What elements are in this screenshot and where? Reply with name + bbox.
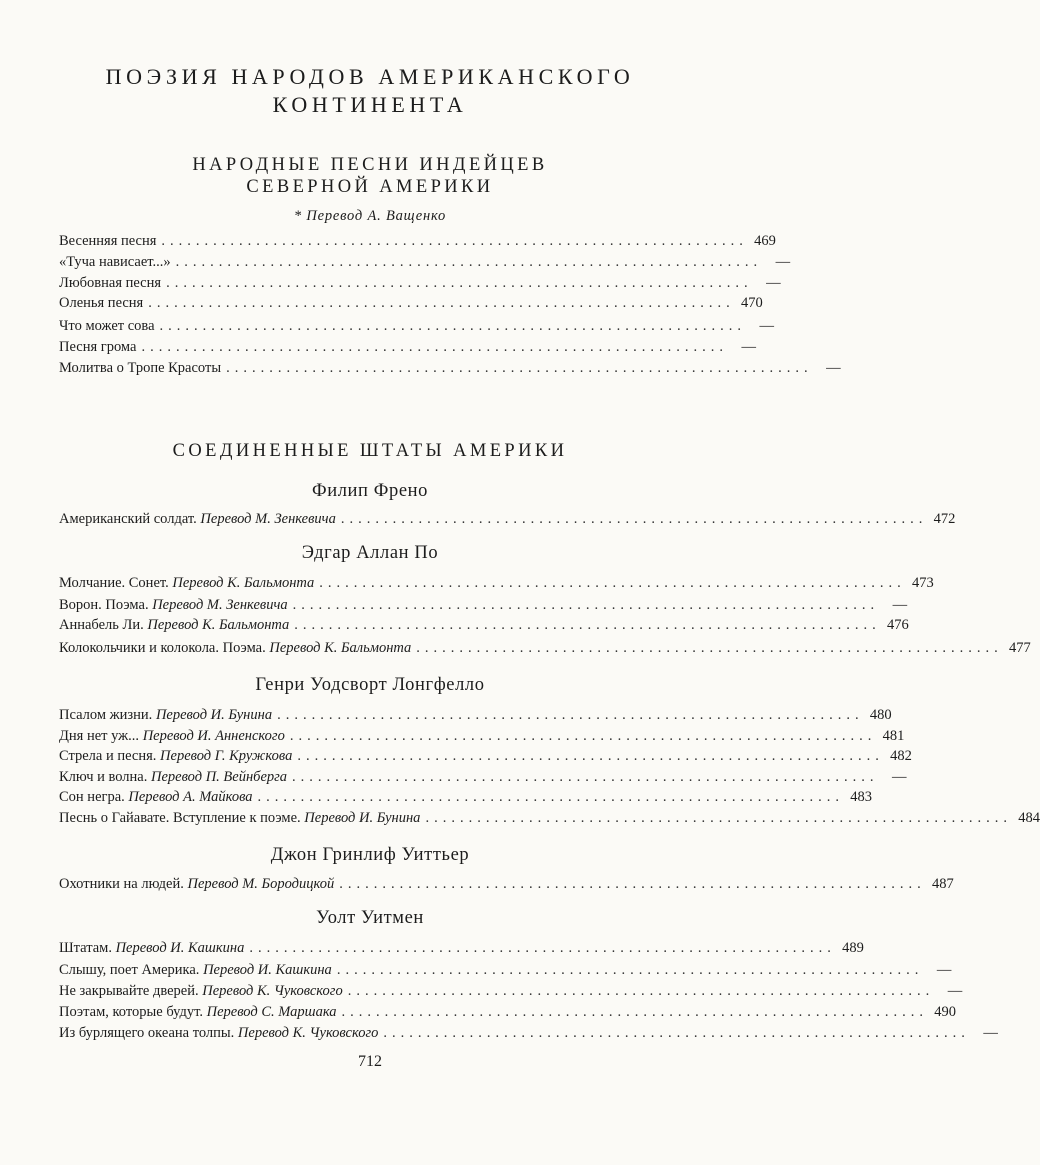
page-number: — [741, 339, 756, 355]
dot-leader: .................................................................... [141, 339, 728, 355]
entry-translation: Перевод М. Бородицкой [187, 876, 335, 892]
section1-title-line2: СЕВЕРНОЙ АМЕРИКИ [246, 177, 494, 197]
author-name: Генри Уодсворт Лонгфелло [255, 675, 485, 695]
entry-title: Молитва о Тропе Красоты [59, 360, 222, 376]
author-name: Филип Френо [311, 481, 428, 501]
page-number: — [892, 597, 908, 613]
dot-leader: .................................................................... [340, 511, 928, 527]
dot-leader: .................................................................... [148, 295, 735, 311]
entry-translation: Перевод М. Зенкевича [152, 597, 288, 613]
entry-translation: Перевод И. Кашкина [203, 962, 332, 978]
entry-translation: Перевод К. Бальмонта [269, 640, 412, 656]
toc-entry[interactable] [59, 272, 781, 292]
toc-entry[interactable] [59, 786, 873, 806]
toc-entry[interactable] [59, 766, 907, 786]
entry-translation: Перевод А. Майкова [128, 789, 253, 805]
dot-leader: .................................................................... [166, 275, 753, 291]
toc-entry[interactable] [59, 357, 841, 377]
entry-translation: Перевод М. Зенкевича [200, 511, 336, 527]
toc-entry[interactable] [59, 572, 934, 592]
page-number: 481 [882, 728, 905, 744]
toc-entry[interactable] [59, 745, 912, 765]
dot-leader: .................................................................... [257, 789, 845, 805]
entry-title: Американский солдат. Перевод М. Зенкевича [59, 511, 336, 527]
toc-entry[interactable] [59, 1001, 956, 1021]
entry-title: Весенняя песня [59, 233, 157, 249]
page-number: — [766, 275, 781, 291]
entry-title: Охотники на людей. Перевод М. Бородицкой [59, 876, 335, 892]
author-name: Уолт Уитмен [316, 908, 424, 928]
toc-entry[interactable] [59, 637, 1031, 657]
toc-entry[interactable] [59, 807, 1040, 827]
toc-entry[interactable] [59, 959, 952, 979]
entry-translation: Перевод С. Маршака [206, 1004, 337, 1020]
entry-title: Слышу, поет Америка. Перевод И. Кашкина [59, 962, 332, 978]
page-number: 469 [754, 233, 776, 249]
page-number: — [892, 769, 907, 785]
dot-leader: .................................................................... [297, 748, 884, 764]
page-number: 487 [931, 876, 954, 892]
section1-title-line1: НАРОДНЫЕ ПЕСНИ ИНДЕЙЦЕВ [192, 155, 548, 175]
toc-entry[interactable] [59, 230, 776, 250]
page-number: — [983, 1025, 998, 1041]
page-folio: 712 [358, 1053, 382, 1070]
dot-leader: .................................................................... [226, 360, 813, 376]
entry-title: «Туча нависает...» [59, 254, 171, 270]
author-name: Джон Гринлиф Уиттьер [270, 845, 470, 865]
section1-translator: * Перевод А. Ващенко [293, 208, 447, 224]
page-number: 470 [740, 295, 763, 311]
dot-leader: .................................................................... [292, 597, 880, 613]
entry-translation: Перевод И. Анненского [142, 728, 285, 744]
entry-title: Песнь о Гайавате. Вступление к поэме. Перевод И. Бунина [59, 810, 421, 826]
entry-title: Стрела и песня. Перевод Г. Кружкова [59, 748, 293, 764]
page-number: — [759, 318, 775, 334]
toc-entry[interactable] [59, 594, 908, 614]
entry-title: Молчание. Сонет. Перевод К. Бальмонта [59, 575, 315, 591]
entry-title: Сон негра. Перевод А. Майкова [59, 789, 253, 805]
entry-title: Ворон. Поэма. Перевод М. Зенкевича [59, 597, 288, 613]
main-heading-line1: ПОЭЗИЯ НАРОДОВ АМЕРИКАНСКОГО [105, 64, 635, 89]
page-number: — [775, 254, 791, 270]
entry-translation: Перевод П. Вейнберга [150, 769, 288, 785]
page-number: 473 [912, 575, 934, 591]
dot-leader: .................................................................... [416, 640, 1003, 656]
entry-translation: Перевод И. Кашкина [115, 940, 245, 956]
toc-entry[interactable] [59, 336, 756, 356]
toc-entry[interactable] [59, 725, 905, 745]
dot-leader: .................................................................... [425, 810, 1012, 826]
entry-title: Псалом жизни. Перевод И. Бунина [59, 707, 273, 723]
entry-title: Дня нет уж... Перевод И. Анненского [59, 728, 285, 744]
entry-title: Штатам. Перевод И. Кашкина [59, 940, 245, 956]
entry-title: Что может сова [59, 318, 155, 334]
page-number: 480 [869, 707, 892, 723]
toc-entry[interactable] [59, 873, 954, 893]
toc-entry[interactable] [59, 292, 763, 312]
dot-leader: .................................................................... [159, 318, 747, 334]
dot-leader: .................................................................... [336, 962, 924, 978]
toc-entry[interactable] [59, 937, 864, 957]
entry-translation: Перевод К. Бальмонта [172, 575, 315, 591]
dot-leader: .................................................................... [347, 983, 935, 999]
dot-leader: .................................................................... [294, 617, 881, 633]
page-number: 484 [1018, 810, 1040, 826]
entry-translation: Перевод И. Бунина [304, 810, 421, 826]
entry-translation: Перевод К. Чуковского [202, 983, 343, 999]
page-number: — [936, 962, 952, 978]
page-number: 483 [850, 789, 873, 805]
page-number: 477 [1009, 640, 1031, 656]
entry-title: Не закрывайте дверей. Перевод К. Чуковского [59, 983, 343, 999]
dot-leader: .................................................................... [277, 707, 864, 723]
dot-leader: .................................................................... [289, 728, 877, 744]
entry-translation: Перевод И. Бунина [155, 707, 273, 723]
toc-entry[interactable] [59, 614, 909, 634]
toc-entry[interactable] [59, 980, 963, 1000]
entry-title: Ключ и волна. Перевод П. Вейнберга [59, 769, 288, 785]
entry-title: Песня грома [59, 339, 137, 355]
entry-title: Оленья песня [59, 295, 144, 311]
dot-leader: .................................................................... [319, 575, 906, 591]
entry-translation: Перевод К. Бальмонта [147, 617, 290, 633]
toc-entry[interactable] [59, 1022, 998, 1042]
toc-entry[interactable] [59, 251, 791, 271]
dot-leader: .................................................................... [383, 1025, 970, 1041]
dot-leader: .................................................................... [249, 940, 836, 956]
dot-leader: .................................................................... [341, 1004, 928, 1020]
page-number: 489 [842, 940, 864, 956]
entry-title: Аннабель Ли. Перевод К. Бальмонта [59, 617, 290, 633]
dot-leader: .................................................................... [292, 769, 879, 785]
page-number: 482 [890, 748, 912, 764]
entry-title: Из бурлящего океана толпы. Перевод К. Чуковского [59, 1025, 379, 1041]
page-number: — [826, 360, 841, 376]
entry-title: Поэтам, которые будут. Перевод С. Маршака [59, 1004, 337, 1020]
page-number: 472 [933, 511, 956, 527]
section2-title: СОЕДИНЕННЫЕ ШТАТЫ АМЕРИКИ [172, 441, 568, 461]
dot-leader: .................................................................... [175, 254, 763, 270]
entry-translation: Перевод Г. Кружкова [160, 748, 293, 764]
page-number: 490 [934, 1004, 956, 1020]
author-name: Эдгар Аллан По [301, 543, 439, 563]
page-number: 476 [887, 617, 909, 633]
entry-translation: Перевод К. Чуковского [237, 1025, 379, 1041]
toc-entry[interactable] [59, 704, 892, 724]
main-heading-line2: КОНТИНЕНТА [272, 92, 468, 117]
dot-leader: .................................................................... [339, 876, 926, 892]
toc-entry[interactable] [59, 508, 956, 528]
page-number: — [947, 983, 963, 999]
entry-title: Любовная песня [59, 275, 162, 291]
toc-entry[interactable] [59, 315, 775, 335]
dot-leader: .................................................................... [161, 233, 748, 249]
entry-title: Колокольчики и колокола. Поэма. Перевод К. Бальмонта [59, 640, 412, 656]
